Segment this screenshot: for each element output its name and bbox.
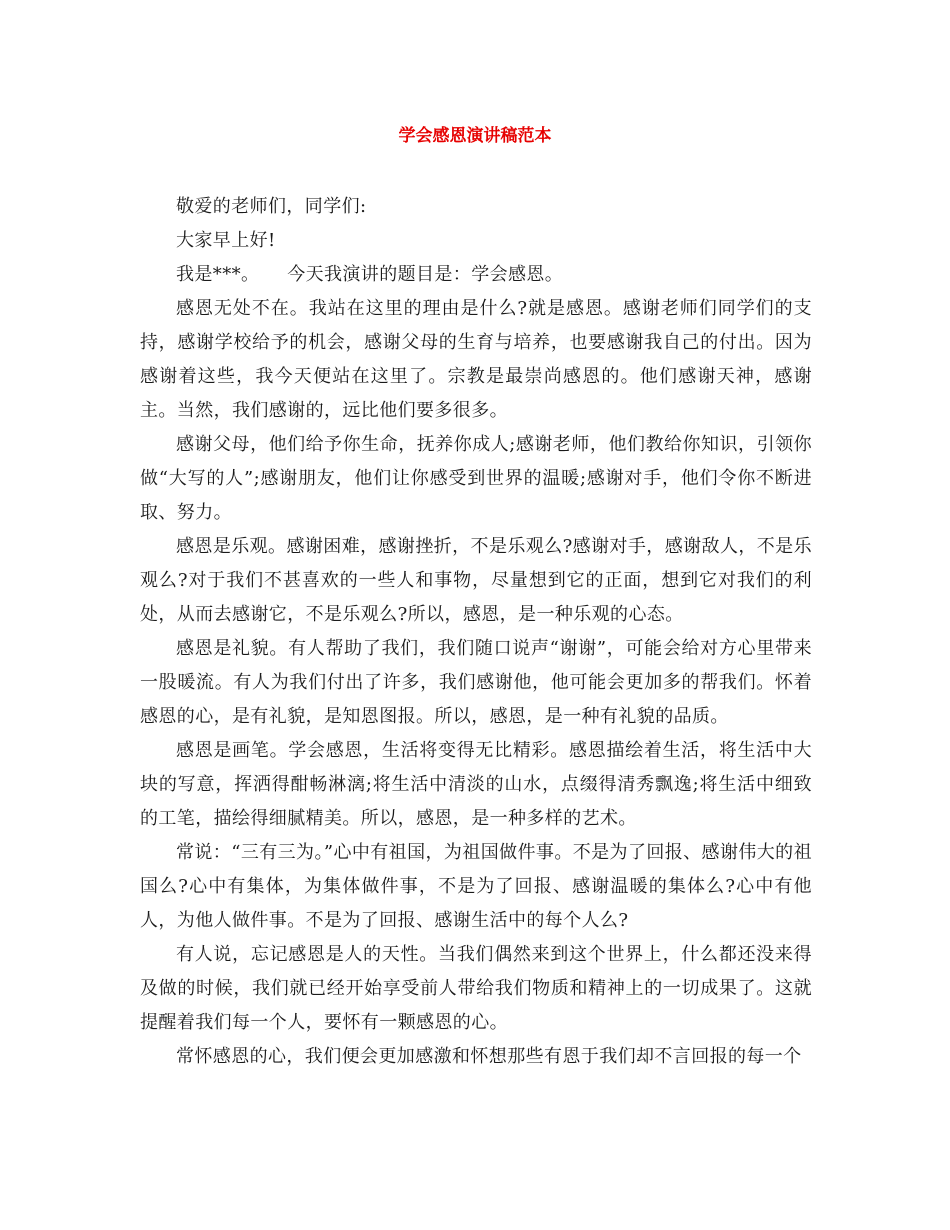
paragraph-intro: 我是***。 今天我演讲的题目是：学会感恩。 [176, 264, 564, 285]
paragraph-good-morning: 大家早上好! [176, 230, 276, 251]
paragraph-three-haves: 常说：“三有三为。”心中有祖国，为祖国做件事。不是为了回报、感谢伟大的祖国么?心中有集体，为集体做件事，不是为了回报、感谢温暖的集体么?心中有他人，为他人做件事。不是为了回报、感谢生活中的每个人么? [140, 842, 812, 931]
paragraph-thank-parents: 感谢父母，他们给予你生命，抚养你成人;感谢老师，他们教给你知识，引领你做“大写的人”;感谢朋友，他们让你感受到世界的温暖;感谢对手，他们令你不断进取、努力。 [140, 434, 812, 523]
document-body [140, 190, 812, 1074]
document-title: 学会感恩演讲稿范本 [398, 126, 552, 146]
paragraph-optimism: 感恩是乐观。感谢困难，感谢挫折，不是乐观么?感谢对手，感谢敌人，不是乐观么?对于我们不甚喜欢的一些人和事物，尽量想到它的正面，想到它对我们的利处，从而去感谢它，不是乐观么?所以，感恩，是一种乐观的心态。 [140, 536, 812, 625]
paragraph-human-nature: 有人说，忘记感恩是人的天性。当我们偶然来到这个世界上，什么都还没来得及做的时候，我们就已经开始享受前人带给我们物质和精神上的一切成果了。这就提醒着我们每一个人，要怀有一颗感恩的心。 [140, 944, 812, 1033]
paragraph-gratitude-everywhere: 感恩无处不在。我站在这里的理由是什么?就是感恩。感谢老师们同学们的支持，感谢学校给予的机会，感谢父母的生育与培养，也要感谢我自己的付出。因为感谢着这些，我今天便站在这里了。宗教是最崇尚感恩的。他们感谢天神，感谢主。当然，我们感谢的，远比他们要多很多。 [140, 298, 812, 421]
paragraph-greeting: 敬爱的老师们，同学们: [176, 196, 367, 217]
paragraph-grateful-heart: 常怀感恩的心，我们便会更加感激和怀想那些有恩于我们却不言回报的每一个 [176, 1046, 802, 1067]
paragraph-paintbrush: 感恩是画笔。学会感恩，生活将变得无比精彩。感恩描绘着生活，将生活中大块的写意，挥洒得酣畅淋漓;将生活中清淡的山水，点缀得清秀飘逸;将生活中细致的工笔，描绘得细腻精美。所以，感恩，是一种多样的艺术。 [140, 740, 812, 829]
paragraph-politeness: 感恩是礼貌。有人帮助了我们，我们随口说声“谢谢”，可能会给对方心里带来一股暖流。有人为我们付出了许多，我们感谢他，他可能会更加多的帮我们。怀着感恩的心，是有礼貌，是知恩图报。所以，感恩，是一种有礼貌的品质。 [140, 638, 812, 727]
